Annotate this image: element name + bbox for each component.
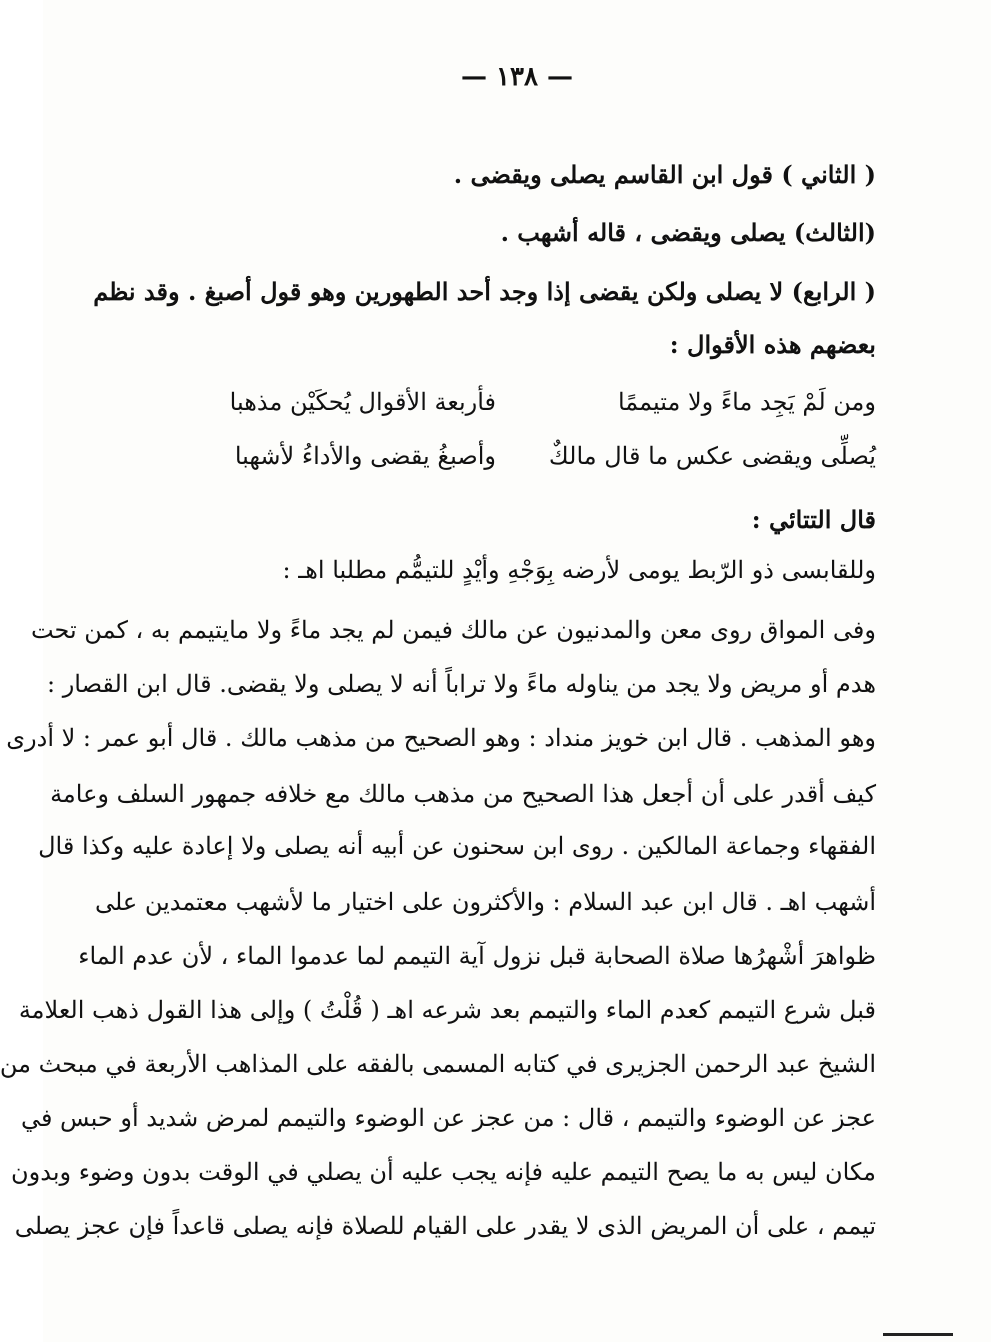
paragraph-line: كيف أقدر على أن أجعل هذا الصحيح من مذهب مالك مع خلافه جمهور السلف وعامة bbox=[50, 780, 876, 808]
paragraph-line: ظواهرَ أشْهرُها صلاة الصحابة قبل نزول آية التيمم لما عدموا الماء ، لأن عدم الماء bbox=[78, 942, 876, 970]
paragraph-line: تيمم ، على أن المريض الذى لا يقدر على القيام للصلاة فإنه يصلى قاعداً فإن عجز يصلى bbox=[14, 1212, 876, 1240]
paragraph-line: وهو المذهب . قال ابن خويز منداد : وهو الصحيح من مذهب مالك . قال أبو عمر : لا أدرى bbox=[6, 724, 876, 752]
verse-line bbox=[156, 382, 876, 422]
verse-second-hemistich: وأصبغُ يقضى والأداءُ لأشهبا bbox=[234, 442, 496, 470]
paragraph-line: مكان ليس به ما يصح التيمم عليه فإنه يجب عليه أن يصلي في الوقت بدون وضوء وبدون bbox=[11, 1158, 876, 1186]
paragraph-line: بعضهم هذه الأقوال : bbox=[669, 330, 876, 359]
paragraph-line: وفى المواق روى معن والمدنيون عن مالك فيمن لم يجد ماءً ولا مايتيمم به ، كمن تحت bbox=[30, 616, 876, 644]
paragraph-line: هدم أو مريض ولا يجد من يناوله ماءً ولا تراباً أنه لا يصلى ولا يقضى. قال ابن القصار : bbox=[46, 670, 876, 698]
page-number: — ١٣٨ — bbox=[460, 62, 574, 92]
paragraph-line: ( الثاني ) قول ابن القاسم يصلى ويقضى . bbox=[453, 160, 876, 189]
paragraph-line: قبل شرع التيمم كعدم الماء والتيمم بعد شرعه اهـ ( قُلْتُ ) وإلى هذا القول ذهب العلامة bbox=[18, 996, 876, 1024]
paragraph-line: عجز عن الوضوء والتيمم ، قال : من عجز عن الوضوء والتيمم لمرض شديد أو حبس في bbox=[20, 1104, 876, 1132]
paragraph-line: (الثالث) يصلى ويقضى ، قاله أشهب . bbox=[500, 218, 876, 247]
verse-first-hemistich: ومن لَمْ يَجِد ماءً ولا متيممًا bbox=[617, 388, 876, 416]
paragraph-line: ( الرابع) لا يصلى ولكن يقضى إذا وجد أحد الطهورين وهو قول أصبغ . وقد نظم bbox=[93, 277, 876, 306]
verse-first-hemistich: يُصلِّى ويقضى عكس ما قال مالكٌ bbox=[548, 442, 876, 470]
verse-second-hemistich: فأربعة الأقوال يُحكَيْن مذهبا bbox=[229, 388, 496, 416]
paragraph-line: وللقابسى ذو الرّبط يومى لأرضه بِوَجْهِ وأيْدٍ للتيمُّم مطلبا اهـ : bbox=[282, 556, 876, 584]
paragraph-line: الشيخ عبد الرحمن الجزيرى في كتابه المسمى بالفقه على المذاهب الأربعة في مبحث من bbox=[0, 1050, 876, 1078]
paragraph-line: أشهب اهـ . قال ابن عبد السلام : والأكثرون على اختيار ما لأشهب معتمدين على bbox=[94, 888, 876, 916]
verse-line bbox=[156, 436, 876, 476]
paragraph-line: قال التتائي : bbox=[751, 505, 876, 534]
footer-rule bbox=[883, 1333, 953, 1336]
paragraph-line: الفقهاء وجماعة المالكين . روى ابن سحنون عن أبيه أنه يصلى ولا إعادة عليه وكذا قال bbox=[38, 832, 876, 860]
